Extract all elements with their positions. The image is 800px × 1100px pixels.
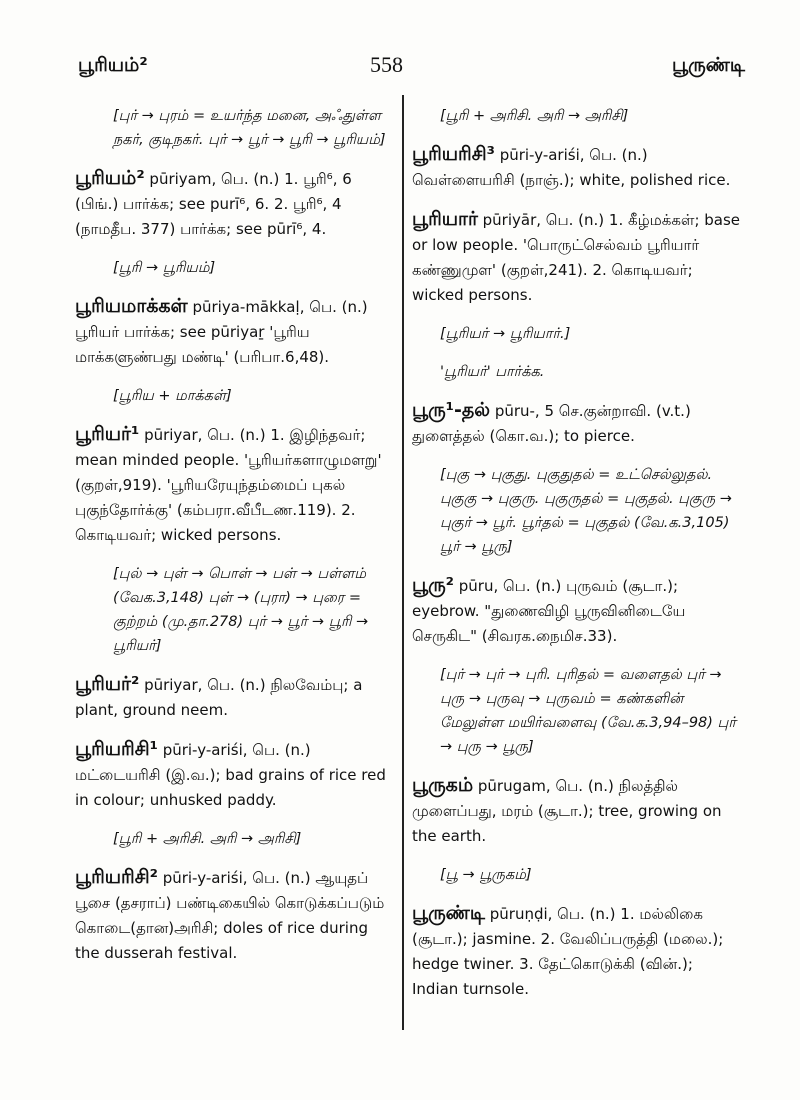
left-running-head: பூரியம்² (78, 54, 148, 76)
definition: pūru-, 5 செ.குன்றாவி. (v.t.) துளைத்தல் (கொ.வ.); to pierce. (412, 402, 691, 445)
etymology: [புர் → புர் → புரி. புரிதல் = வளைதல் புர் → புரு → புருவு → புருவம் = கண்களின் மேலுள்ள மயிர்வளைவு (வே.க.3,94–98) புர் → புரு → பூரு] (440, 667, 736, 755)
right-column (412, 100, 742, 1016)
etymology: [புல் → புள் → பொள் → பள் → பள்ளம் (வேக.3,148) புள் → (புரா) → புரை = குற்றம் (மு.தா.278) புர் → பூர் → பூரி → பூரியர்] (113, 566, 369, 654)
dictionary-entry (75, 672, 393, 723)
cross-reference: 'பூரியர்' பார்க்க. (440, 364, 545, 380)
headword: பூரியரிசி¹ (75, 738, 158, 760)
etymology: [பூரி + அரிசி. அரி → அரிசி] (113, 831, 302, 847)
definition: pūri-y-ariśi, பெ. (n.) ஆயுதப் பூசை (தசராப்) பண்டிகையில் கொடுக்கப்படும் கொடை(தான)அரிசி; doles of rice during the dusserah festival. (75, 869, 385, 962)
right-running-head: பூருண்டி (672, 54, 745, 76)
headword: பூரியமாக்கள் (75, 295, 188, 317)
etymology: [பூரி → பூரியம்] (113, 260, 216, 276)
dictionary-entry (412, 207, 742, 308)
headword: பூரியரிசி³ (412, 143, 495, 165)
dictionary-entry (75, 294, 393, 370)
dictionary-entry (412, 142, 742, 193)
headword: பூரு¹-தல் (412, 399, 491, 421)
definition: pūruṇḍi, பெ. (n.) 1. மல்லிகை (சூடா.); jasmine. 2. வேலிப்பருத்தி (மலை.); hedge twiner. 3. தேட்கொடுக்கி (வின்.); Indian turnsole. (412, 905, 724, 998)
definition: pūri-y-ariśi, பெ. (n.) மட்டையரிசி (இ.வ.); bad grains of rice red in colour; unhusked paddy. (75, 741, 386, 809)
column-divider (402, 95, 404, 1030)
headword: பூருகம் (412, 774, 474, 796)
dictionary-entry (75, 737, 393, 813)
dictionary-entry (75, 422, 393, 548)
headword: பூரியம்² (75, 167, 145, 189)
headword: பூரியர்¹ (75, 423, 140, 445)
etymology: [பூரிய + மாக்கள்] (113, 388, 232, 404)
headword: பூரியார் (412, 208, 478, 230)
etymology: [பூரியர் → பூரியார்.] (440, 326, 571, 342)
headword: பூரியர்² (75, 673, 140, 695)
definition: pūrugam, பெ. (n.) நிலத்தில் முளைப்பது, மரம் (சூடா.); tree, growing on the earth. (412, 777, 722, 845)
definition: pūriyar, பெ. (n.) நிலவேம்பு; a plant, ground neem. (75, 676, 363, 719)
left-column (75, 100, 393, 980)
page-header (0, 48, 800, 88)
dictionary-entry (412, 901, 742, 1002)
headword: பூருண்டி (412, 902, 485, 924)
definition: pūru, பெ. (n.) புருவம் (சூடா.); eyebrow. "துணைவிழி பூருவினிடையே செருகிட" (சிவரக.நைமிச.33). (412, 577, 686, 645)
etymology: [பூ → பூருகம்] (440, 867, 532, 883)
page-number: 558 (370, 52, 403, 77)
dictionary-entry (75, 865, 393, 966)
definition: pūriyam, பெ. (n.) 1. பூரி⁶, 6 (பிங்.) பார்க்க; see purī⁶, 6. 2. பூரி⁶, 4 (நாமதீப. 377) பார்க்க; see pūrī⁶, 4. (75, 170, 352, 238)
definition: pūri-y-ariśi, பெ. (n.) வெள்ளையரிசி (நாஞ்.); white, polished rice. (412, 146, 731, 189)
etymology: [பூரி + அரிசி. அரி → அரிசி] (440, 108, 629, 124)
etymology: [புகு → புகுது. புகுதுதல் = உட்செல்லுதல். புகுகு → புகுரு. புகுருதல் = புகுதல். புகுரு → புகுர் → பூர். பூர்தல் = புகுதல் (வே.க.3,105) பூர் → பூரு] (440, 467, 732, 555)
dictionary-entry (412, 773, 742, 849)
dictionary-entry (412, 573, 742, 649)
dictionary-entry (412, 398, 742, 449)
definition: pūriya-mākkaḷ, பெ. (n.) பூரியர் பார்க்க; see pūriyaṟ 'பூரிய மாக்களுண்பது மண்டி' (பரிபா.6,48). (75, 298, 368, 366)
definition: pūriyar, பெ. (n.) 1. இழிந்தவர்; mean minded people. 'பூரியர்களாழுமளறு' (குறள்,919). 'பூரியரேயுந்தம்மைப் புகல் புகுந்தோர்க்கு' (கம்பரா.வீபீடண.119). 2. கொடியவர்; wicked persons. (75, 426, 382, 544)
definition: pūriyār, பெ. (n.) 1. கீழ்மக்கள்; base or low people. 'பொருட்செல்வம் பூரியார் கண்ணுமுள' (குறள்,241). 2. கொடியவர்; wicked persons. (412, 211, 741, 304)
headword: பூரு² (412, 574, 454, 596)
etymology: [புர் → புரம் = உயர்ந்த மனை, அஃதுள்ள நகர், குடிநகர். புர் → பூர் → பூரி → பூரியம்] (113, 108, 386, 148)
headword: பூரியரிசி² (75, 866, 158, 888)
dictionary-entry (75, 166, 393, 242)
